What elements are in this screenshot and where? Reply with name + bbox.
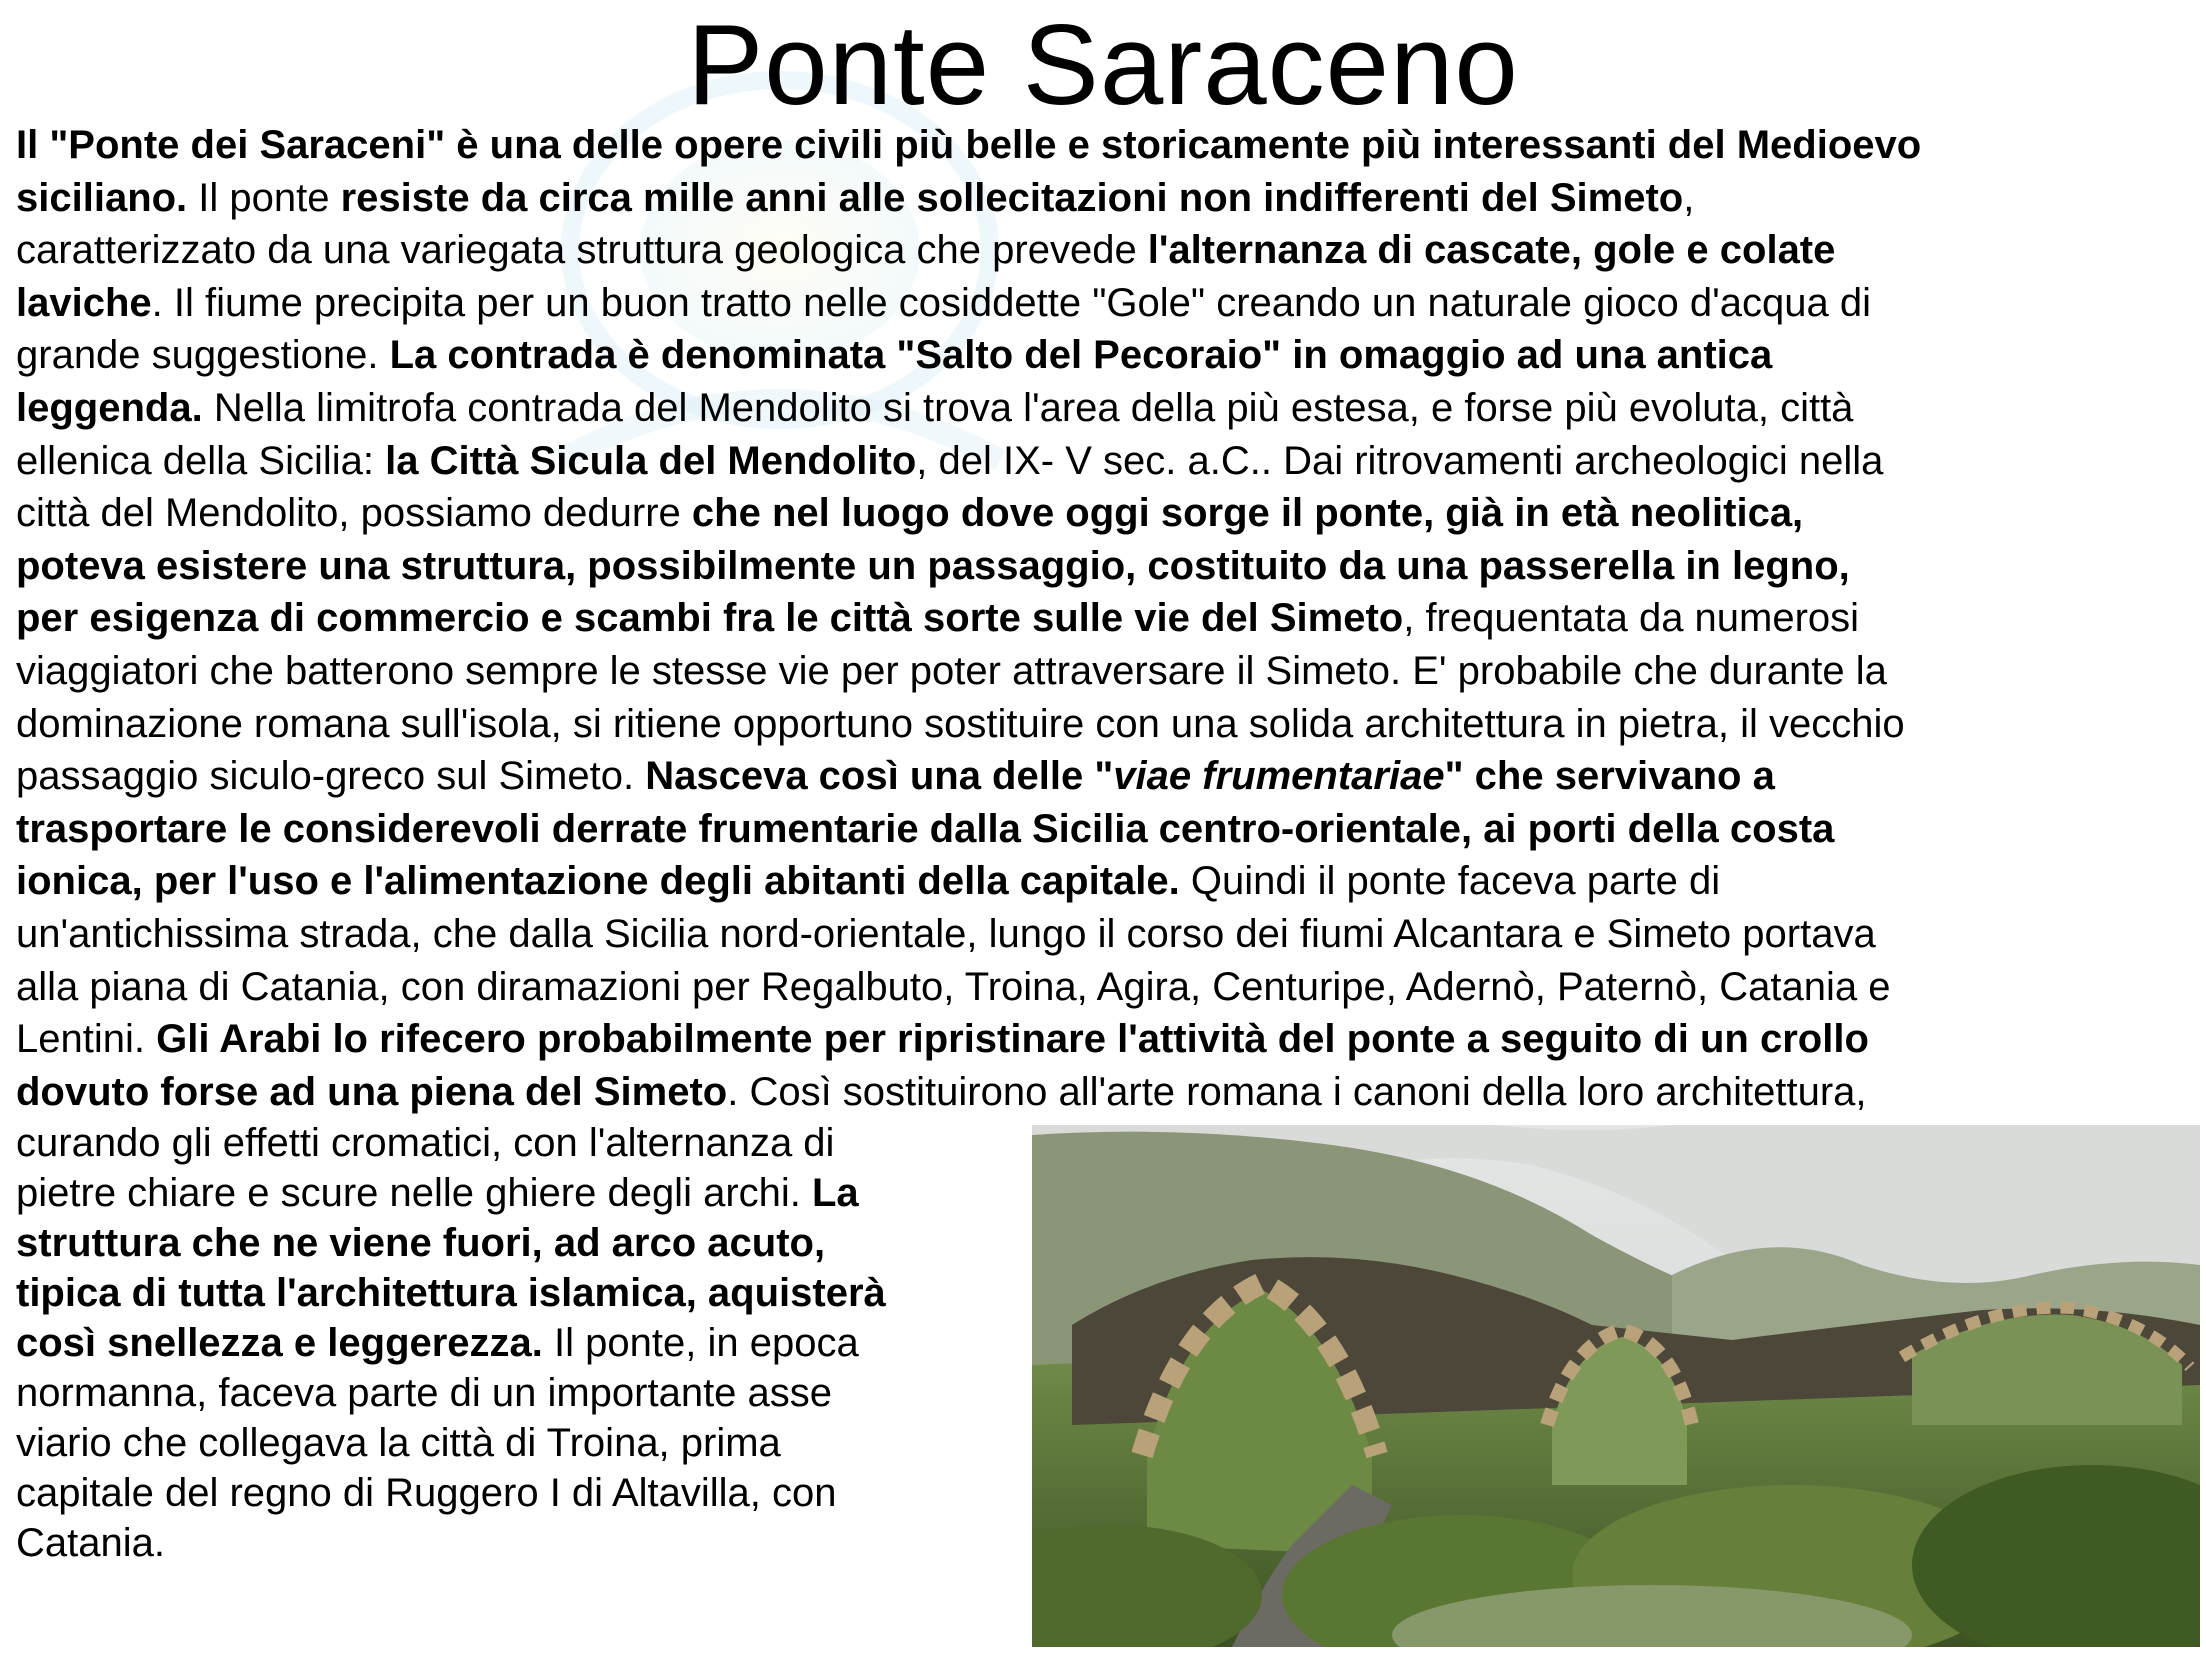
bridge-photo-illustration	[1032, 1125, 2200, 1647]
paragraph-text: caratterizzato da una variegata struttura geologica che prevede	[16, 228, 1148, 273]
bottom-text: Catania.	[16, 1521, 165, 1565]
paragraph-line	[16, 908, 2194, 961]
paragraph-text: grande suggestione.	[16, 333, 390, 378]
paragraph-line	[16, 487, 2194, 540]
paragraph-line	[16, 961, 2194, 1014]
paragraph-line	[16, 1013, 2194, 1066]
bottom-text: viario che collegava la città di Troina, prima	[16, 1421, 781, 1465]
paragraph-text: passaggio siculo-greco sul Simeto.	[16, 754, 646, 799]
bottom-bold-text: La	[812, 1171, 859, 1215]
bottom-bold-text: tipica di tutta l'architettura islamica, aquisterà	[16, 1271, 886, 1315]
page-title: Ponte Saraceno	[687, 2, 1519, 129]
bottom-text: Il ponte, in epoca	[542, 1321, 859, 1365]
bottom-line	[16, 1168, 1016, 1218]
paragraph-line	[16, 119, 2194, 172]
paragraph-line	[16, 803, 2194, 856]
bottom-line	[16, 1468, 1016, 1518]
bottom-text: normanna, faceva parte di un importante asse	[16, 1371, 833, 1415]
paragraph-text: ellenica della Sicilia:	[16, 438, 386, 483]
paragraph-bold-text: " che servivano a	[1444, 754, 1775, 799]
paragraph-text: , frequentata da numerosi	[1403, 596, 1860, 641]
paragraph-bold-text: poteva esistere una struttura, possibilmente un passaggio, costituito da una passerella in legno,	[16, 543, 1850, 588]
bottom-text: curando gli effetti cromatici, con l'alternanza di	[16, 1121, 835, 1165]
paragraph-text: Quindi il ponte faceva parte di	[1179, 859, 1721, 904]
paragraph-bold-text: laviche	[16, 280, 152, 325]
paragraph-line	[16, 750, 2194, 803]
paragraph-text: viaggiatori che batterono sempre le stesse vie per poter attraversare il Simeto. E' probabile che durante la	[16, 648, 1887, 693]
paragraph-text: . Il fiume precipita per un buon tratto nelle cosiddette "Gole" creando un naturale gioco d'acqua di	[151, 280, 1871, 325]
paragraph-line	[16, 435, 2194, 488]
paragraph-text: Nella limitrofa contrada del Mendolito si trova l'area della più estesa, e forse più evoluta, città	[202, 385, 1854, 430]
paragraph-line	[16, 855, 2194, 908]
paragraph-bold-text: siciliano.	[16, 175, 188, 220]
paragraph-bold-text: viae frumentariae	[1113, 754, 1445, 799]
paragraph-line	[16, 1066, 2194, 1119]
bottom-line	[16, 1118, 1016, 1168]
paragraph-text: . Così sostituirono all'arte romana i canoni della loro architettura,	[727, 1069, 1867, 1114]
bottom-line	[16, 1218, 1016, 1268]
bottom-line	[16, 1268, 1016, 1318]
paragraph-bold-text: l'alternanza di cascate, gole e colate	[1147, 228, 1836, 273]
paragraph-bold-text: dovuto forse ad una piena del Simeto	[16, 1069, 728, 1114]
bridge-photo	[1032, 1125, 2200, 1647]
paragraph-text: città del Mendolito, possiamo dedurre	[16, 491, 692, 536]
bottom-line	[16, 1368, 1016, 1418]
paragraph-line	[16, 172, 2194, 225]
paragraph-bold-text: Nasceva così una delle "	[645, 754, 1114, 799]
bottom-line	[16, 1518, 1016, 1568]
bottom-bold-text: struttura che ne viene fuori, ad arco acuto,	[16, 1221, 826, 1265]
paragraph-bold-text: ionica, per l'uso e l'alimentazione degli abitanti della capitale.	[16, 859, 1180, 904]
paragraph-bold-text: la Città Sicula del Mendolito	[385, 438, 917, 483]
paragraph-text: un'antichissima strada, che dalla Sicilia nord-orientale, lungo il corso dei fiumi Alcantara e Simeto portava	[16, 911, 1876, 956]
paragraph-line	[16, 698, 2194, 751]
bottom-text: capitale del regno di Ruggero I di Altavilla, con	[16, 1471, 837, 1515]
paragraph-line	[16, 382, 2194, 435]
paragraph-line	[16, 277, 2194, 330]
paragraph-bold-text: leggenda.	[16, 385, 203, 430]
paragraph-text: Lentini.	[16, 1017, 157, 1062]
bottom-text: pietre chiare e scure nelle ghiere degli archi.	[16, 1171, 812, 1215]
paragraph-text: alla piana di Catania, con diramazioni per Regalbuto, Troina, Agira, Centuripe, Adernò, Paternò, Catania e	[16, 964, 1891, 1009]
paragraph-text: Il ponte	[187, 175, 341, 220]
paragraph-text: ,	[1683, 175, 1695, 220]
main-paragraph	[16, 119, 2194, 1118]
bottom-bold-text: così snellezza e leggerezza.	[16, 1321, 543, 1365]
paragraph-line	[16, 645, 2194, 698]
paragraph-bold-text: resiste da circa mille anni alle sollecitazioni non indifferenti del Simeto	[340, 175, 1684, 220]
paragraph-bold-text: Gli Arabi lo rifecero probabilmente per ripristinare l'attività del ponte a seguito di un crollo	[156, 1017, 1869, 1062]
paragraph-line	[16, 224, 2194, 277]
paragraph-bold-text: per esigenza di commercio e scambi fra le città sorte sulle vie del Simeto	[16, 596, 1404, 641]
paragraph-bold-text: trasportare le considerevoli derrate frumentarie dalla Sicilia centro-orientale, ai porti della costa	[16, 806, 1835, 851]
paragraph-text: , del IX- V sec. a.C.. Dai ritrovamenti archeologici nella	[916, 438, 1884, 483]
bottom-line	[16, 1418, 1016, 1468]
paragraph-bold-text: Il "Ponte dei Saraceni" è una delle opere civili più belle e storicamente più interessanti del Medioevo	[16, 123, 1922, 167]
bottom-line	[16, 1318, 1016, 1368]
paragraph-text: dominazione romana sull'isola, si ritiene opportuno sostituire con una solida architettura in pietra, il vecchio	[16, 701, 1905, 746]
paragraph-bold-text: La contrada è denominata "Salto del Pecoraio" in omaggio ad una antica	[389, 333, 1773, 378]
paragraph-line	[16, 540, 2194, 593]
paragraph-bold-text: che nel luogo dove oggi sorge il ponte, già in età neolitica,	[691, 491, 1804, 536]
paragraph-line	[16, 329, 2194, 382]
paragraph-line	[16, 592, 2194, 645]
bottom-paragraph	[16, 1118, 1016, 1568]
